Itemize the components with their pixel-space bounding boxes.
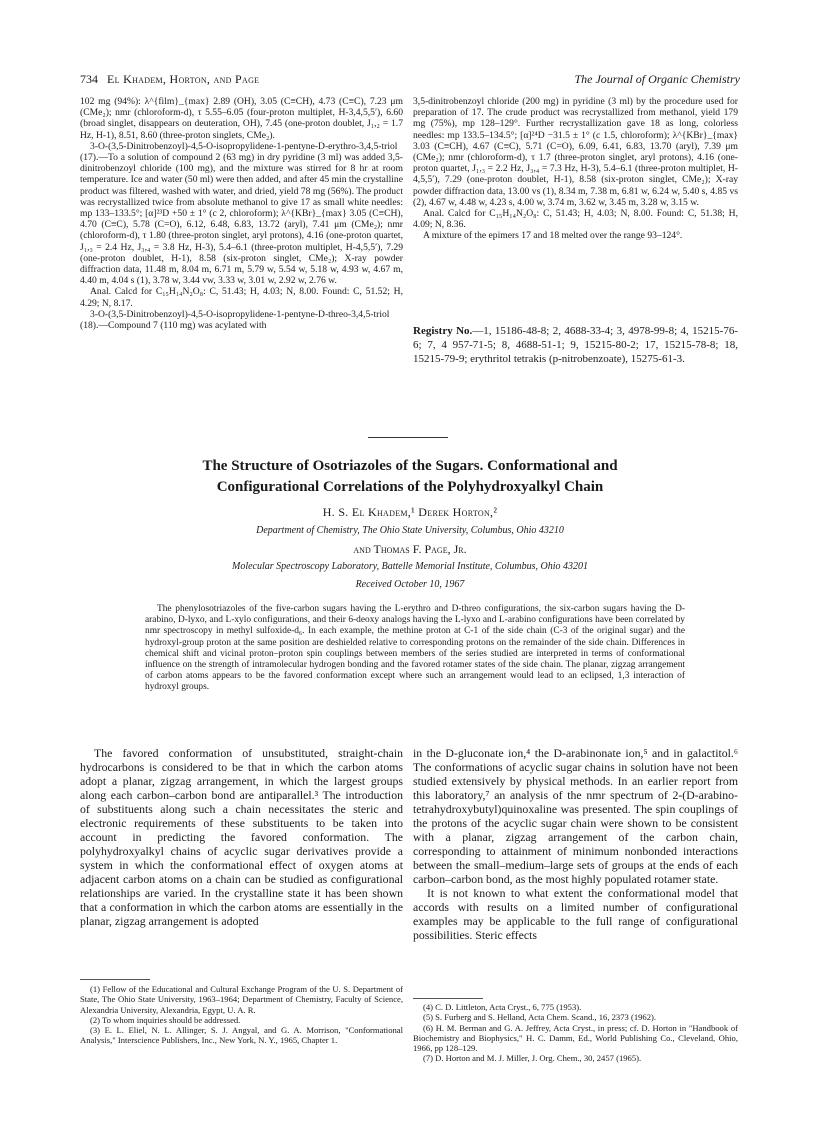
paragraph: A mixture of the epimers 17 and 18 melted over the range 93–124°. (423, 230, 683, 242)
running-head (80, 70, 740, 88)
received-date: Received October 10, 1967 (355, 579, 465, 590)
registry-label: Registry No. (413, 324, 473, 337)
registry-text: —1, 15186-48-8; 2, 4688-33-4; 3, 4978-99-8; 4, 15215-76-6; 7, 4 957-71-5; 8, 4688-51-1; 9, 15215-80-2; 17, 15215-78-8; 18, 15215-79-9; erythritol tetrakis (p-nitrobenzoate), 15275-61-3. (413, 324, 738, 365)
footnote: (2) To whom inquiries should be addressed. (90, 1014, 241, 1025)
paragraph: 3-O-(3,5-Dinitrobenzoyl)-4,5-O-isopropylidene-1-pentyne-D-threo-3,4,5-triol (18).—Compound 7 (110 mg) was acylated with (80, 308, 390, 332)
page-number: 734 (80, 72, 98, 86)
footnotes-right (413, 1002, 738, 1064)
footnote-rule (413, 998, 483, 999)
paragraph: Anal. Calcd for C₁₅H₁₄N₂O₈: C, 51.43; H, 4.03; N, 8.00. Found: C, 51.38; H, 4.09; N, 8.36. (413, 208, 738, 231)
article-separator-rule (368, 437, 448, 438)
previous-article-right-column (413, 96, 738, 366)
running-head-authors: El Khadem, Horton, and Page (107, 72, 260, 86)
authors-line: H. S. El Khadem,¹ Derek Horton,² (322, 505, 498, 519)
registry-numbers (413, 324, 738, 366)
affiliation-ohio-state: Department of Chemistry, The Ohio State University, Columbus, Ohio 43210 (256, 525, 564, 536)
body-left-column (80, 746, 403, 928)
article-title (80, 456, 740, 498)
abstract: The phenylosotriazoles of the five-carbon sugars having the L-erythro and D-threo configurations, the six-carbon sugars having the D-arabino, D-lyxo, and L-xylo configurations, and their 6-deoxy analogs having the L-lyxo and L-arabino configurations have been correlated by nmr spectroscopy in methyl sulfoxide-d₆. In each example, the methine proton at C-1 of the side chain (C-3 of the original sugar) and the hydroxyl-group proton at the same position are deshielded relative to corresponding protons on the remainder of the side chain. Differences in chemical shift and vicinal proton–proton spin couplings between members of the series studied are interpreted in terms of conformational influence on the strength of intramolecular hydrogen bonding and the favored rotamer states of the side chain. The planar, zigzag arrangement of carbon atoms appears to be the favored conformation except where such an arrangement would lead to an eclipsed, 1,3 interaction of hydroxyl groups. (145, 604, 685, 693)
footnote: (1) Fellow of the Educational and Cultural Exchange Program of the U. S. Department of State, The Ohio State University, 1963–1964; Department of Chemistry, Faculty of Science, Alexandria University, Alexandria, Egypt, U. A. R. (80, 984, 403, 1015)
affiliation-battelle: Molecular Spectroscopy Laboratory, Battelle Memorial Institute, Columbus, Ohio 43201 (232, 561, 588, 572)
footnote: (4) C. D. Littleton, Acta Cryst., 6, 775 (1953). (423, 1002, 582, 1012)
footnotes-left (80, 984, 403, 1046)
footnote-rule (80, 979, 150, 980)
paragraph: It is not known to what extent the conformational model that accords with results on a limited number of configurational examples may be applicable to the full range of configurational possibilities. Steric effects (413, 886, 738, 942)
paragraph: 3-O-(3,5-Dinitrobenzoyl)-4,5-O-isopropylidene-1-pentyne-D-erythro-3,4,5-triol (17).—To a solution of compound 2 (63 mg) in dry pyridine (3 ml) was added 3,5-dinitrobenzoyl chloride (100 mg), and the mixture was stirred for 8 hr at room temperature. Ice and water (50 ml) were then added, and after 45 min the crystalline product was filtered, washed with water, and dried, yield 78 mg (56%). The product was recrystallized twice from absolute methanol to give 17 as small white needles: mp 133–133.5°; [α]²³D +50 ± 1° (c 2, chloroform); λ^{KBr}_{max} 3.05 (C≡CH), 4.70 (C≡C), 5.78 (C=O), 6.12, 6.48, 6.83, 13.72 (aryl), 7.41 μm (CMe₂); nmr (chloroform-d), τ 1.80 (three-proton singlet, aryl protons), 4.16 (one-proton quartet, J₁,₃ = 2.4 Hz, J₃,₄ = 3.8 Hz, H-3), 5.4–6.1 (three-proton multiplet, H-4,5,5′), 7.29 (one-proton doublet, H-1), 8.58 (six-proton singlet, CMe₂); X-ray powder diffraction data, 11.48 m, 8.04 m, 6.71 m, 5.79 w, 5.54 w, 5.18 w, 4.93 w, 4.67 m, 4.40 m, 4.04 s (1), 3.78 w, 3.44 vw, 3.33 w, 3.01 w, 2.92 w, 2.76 w. (80, 140, 403, 287)
footnote: (5) S. Furberg and S. Helland, Acta Chem. Scand., 16, 2373 (1962). (423, 1012, 657, 1023)
footnote: (7) D. Horton and M. J. Miller, J. Org. Chem., 30, 2457 (1965). (423, 1053, 642, 1064)
paragraph: 102 mg (94%): λ^{film}_{max} 2.89 (OH), 3.05 (C≡CH), 4.73 (C≡C), 7.23 μm (CMe₂); nmr (chloroform-d), τ 5.55–6.05 (four-proton multiplet, H-3,4,5,5′), 6.60 (broad singlet, disappears on deuteration, OH), 7.45 (one-proton doublet, J₁,₂ = 1.7 Hz, H-1), 8.51, 8.60 (three-proton singlets, CMe₂). (80, 96, 403, 141)
paragraph: in the D-gluconate ion,⁴ the D-arabinonate ion,⁵ and in galactitol.⁶ The conformations of acyclic sugar chains in solution have not been studied extensively by physical methods. In an earlier report from this laboratory,⁷ an analysis of the nmr spectrum of 2-(D-arabino-tetrahydroxybutyl)quinoxaline was presented. The spin couplings of the protons of the acyclic sugar chain were shown to be consistent with a planar, zigzag arrangement of the carbon chain, corresponding to attainment of minimum nonbonded interactions between the small–medium–large sets of groups at the ends of each carbon–carbon bond, as the most highly populated rotamer state. (413, 746, 738, 886)
title-line: The Structure of Osotriazoles of the Sugars. Conformational and (202, 458, 618, 474)
footnote: (6) H. M. Berman and G. A. Jeffrey, Acta Cryst., in press; cf. D. Horton in "Handbook of Biochemistry and Biophysics," H. C. Damm, Ed., World Publishing Co., Cleveland, Ohio, 1966, pp 128–129. (413, 1022, 738, 1054)
title-line: Configurational Correlations of the Polyhydroxyalkyl Chain (216, 479, 604, 495)
journal-name: The Journal of Organic Chemistry (574, 72, 740, 86)
article-authors (80, 504, 740, 520)
footnote: (3) E. L. Eliel, N. L. Allinger, S. J. Angyal, and G. A. Morrison, "Conformational Analysis," Interscience Publishers, Inc., New York, N. Y., 1965, Chapter 1. (80, 1025, 403, 1046)
previous-article-left-column (80, 96, 403, 331)
paragraph: The favored conformation of unsubstituted, straight-chain hydrocarbons is considered to be that in which the carbon atoms adopt a planar, zigzag arrangement, in which the largest groups along each carbon–carbon bond are antiparallel.³ The introduction of substituents along such a chain necessitates the steric and electronic requirements of these substituents to be taken into account in predicting the favored conformation. The polyhydroxyalkyl chains of acyclic sugar derivatives provide a system in which the conformational effect of oxygen atoms at adjacent carbon atoms on a chain can be studied as configurational relationships are varied. In the crystalline state it has been shown that a conformation in which the carbon atoms are essentially in the planar, zigzag arrangement is adopted (80, 746, 403, 928)
paragraph: 3,5-dinitrobenzoyl chloride (200 mg) in pyridine (3 ml) by the procedure used for preparation of 17. The crude product was recrystallized from methanol, yield 179 mg (75%), mp 128–129°. Further recrystallization gave 18 as long, colorless needles: mp 133.5–134.5°; [α]²⁴D −31.5 ± 1° (c 1.5, chloroform); λ^{KBr}_{max} 3.03 (C≡CH), 4.67 (C≡C), 5.71 (C=O), 6.09, 6.41, 6.83, 13.70 (aryl), 7.39 μm (CMe₂); nmr (chloroform-d), τ 1.7 (three-proton singlet, aryl protons), 4.16 (one-proton quartet, J₁,₃ = 2.2 Hz, J₃,₄ = 7.3 Hz, H-3), 5.4–6.1 (three-proton multiplet, H-4,5,5′), 7.29 (one-proton doublet, H-1), 8.58 (six-proton singlet, CMe₂); X-ray powder diffraction data, 13.00 vs (1), 8.34 m, 7.38 m, 6.81 w, 6.24 w, 5.40 s, 4.85 vs (2), 4.67 w, 4.48 w, 4.23 s, 4.00 w, 3.74 m, 3.62 w, 3.45 m, 3.28 w, 3.15 w. (413, 96, 738, 208)
third-author: and Thomas F. Page, Jr. (353, 542, 467, 556)
body-right-column (413, 746, 738, 942)
paragraph: Anal. Calcd for C₁₅H₁₄N₂O₈: C, 51.43; H, 4.03; N, 8.00. Found: C, 51.52; H, 4.29; N, 8.17. (80, 286, 403, 309)
